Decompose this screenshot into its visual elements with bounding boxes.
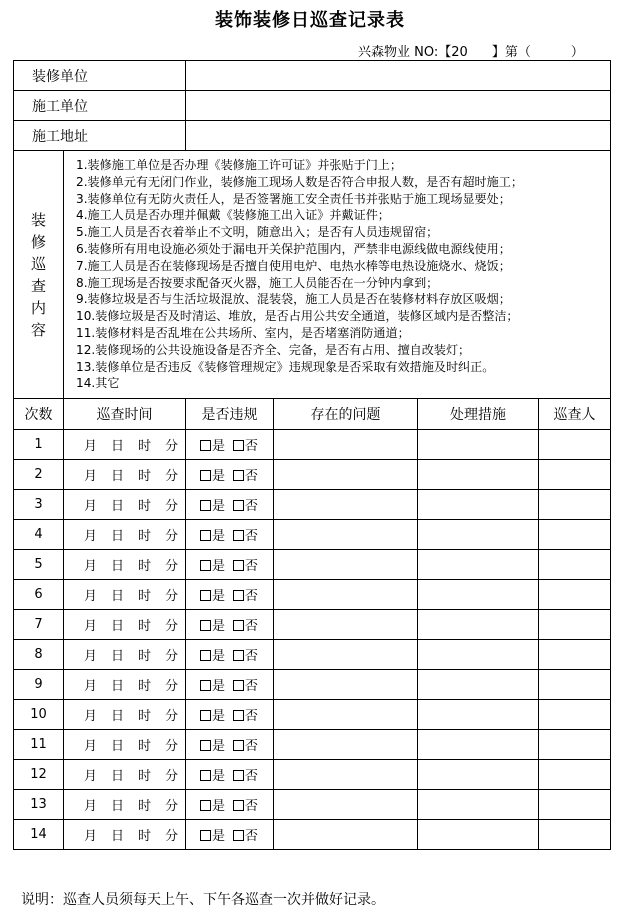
record-row [14, 700, 611, 730]
problem-field[interactable] [274, 700, 418, 730]
inspector-field[interactable] [539, 730, 611, 760]
record-row [14, 490, 611, 520]
time-unit-label: 时 [138, 739, 152, 755]
no-checkbox[interactable] [233, 530, 244, 541]
header-measures: 处理措施 [418, 399, 539, 430]
inspector-field[interactable] [539, 490, 611, 520]
measure-field[interactable] [418, 520, 539, 550]
measure-field[interactable] [418, 430, 539, 460]
violation-choice [186, 460, 274, 490]
yes-checkbox[interactable] [200, 770, 211, 781]
problem-field[interactable] [274, 520, 418, 550]
yes-checkbox[interactable] [200, 740, 211, 751]
time-unit-label: 分 [165, 649, 179, 665]
time-unit-label: 日 [111, 499, 125, 515]
record-row [14, 730, 611, 760]
no-label: 否 [245, 589, 259, 605]
no-label: 否 [245, 529, 259, 545]
measure-field[interactable] [418, 610, 539, 640]
content-item: 4.施工人员是否办理并佩戴《装修施工出入证》并戴证件； [76, 208, 390, 223]
content-item: 11.装修材料是否乱堆在公共场所、室内，是否堵塞消防通道； [76, 325, 410, 340]
row-number: 4 [14, 520, 64, 550]
yes-label: 是 [212, 559, 226, 575]
time-unit-label: 分 [165, 529, 179, 545]
time-unit-label: 日 [111, 529, 125, 545]
time-unit-label: 分 [165, 499, 179, 515]
yes-label: 是 [212, 439, 226, 455]
inspector-field[interactable] [539, 460, 611, 490]
yes-checkbox[interactable] [200, 680, 211, 691]
time-unit-label: 日 [111, 769, 125, 785]
content-item: 8.施工现场是否按要求配备灭火器，施工人员能否在一分钟内拿到； [76, 275, 439, 290]
no-checkbox[interactable] [233, 440, 244, 451]
inspector-field[interactable] [539, 550, 611, 580]
record-row [14, 760, 611, 790]
problem-field[interactable] [274, 820, 418, 850]
measure-field[interactable] [418, 790, 539, 820]
info-value-field[interactable] [186, 61, 611, 91]
content-item: 2.装修单元有无闭门作业，装修施工现场人数是否符合申报人数，是否有超时施工； [76, 174, 523, 189]
time-unit-label: 月 [84, 499, 98, 515]
header-violation: 是否违规 [186, 399, 274, 430]
row-number: 10 [14, 700, 64, 730]
inspection-time-field[interactable] [64, 580, 186, 610]
row-number: 11 [14, 730, 64, 760]
label-char: 内 [30, 298, 46, 317]
yes-checkbox[interactable] [200, 500, 211, 511]
time-unit-label: 分 [165, 439, 179, 455]
no-checkbox[interactable] [233, 650, 244, 661]
yes-label: 是 [212, 529, 226, 545]
inspector-field[interactable] [539, 790, 611, 820]
record-row [14, 520, 611, 550]
violation-choice [186, 670, 274, 700]
time-unit-label: 分 [165, 559, 179, 575]
measure-field[interactable] [418, 730, 539, 760]
time-unit-label: 月 [84, 559, 98, 575]
yes-label: 是 [212, 709, 226, 725]
info-value-field[interactable] [186, 91, 611, 121]
inspection-time-field[interactable] [64, 670, 186, 700]
yes-label: 是 [212, 829, 226, 845]
inspection-time-field[interactable] [64, 550, 186, 580]
no-checkbox[interactable] [233, 800, 244, 811]
content-item: 10.装修垃圾是否及时清运、堆放，是否占用公共安全通道，装修区域内是否整洁； [76, 309, 519, 324]
label-char: 巡 [30, 254, 46, 273]
record-row [14, 460, 611, 490]
yes-checkbox[interactable] [200, 560, 211, 571]
inspection-time-field[interactable] [64, 790, 186, 820]
no-label: 否 [245, 799, 259, 815]
time-unit-label: 月 [84, 739, 98, 755]
content-item: 5.施工人员是否衣着举止不文明，随意出入；是否有人员违规留宿； [76, 225, 439, 240]
time-unit-label: 分 [165, 619, 179, 635]
header-count: 次数 [14, 399, 64, 430]
row-number: 2 [14, 460, 64, 490]
info-row-construction-unit [14, 91, 611, 121]
yes-checkbox[interactable] [200, 590, 211, 601]
form-no-paren-close: ） [570, 45, 584, 60]
yes-checkbox[interactable] [200, 800, 211, 811]
time-unit-label: 时 [138, 649, 152, 665]
time-unit-label: 日 [111, 799, 125, 815]
content-item: 9.装修垃圾是否与生活垃圾混放、混装袋，施工人员是否在装修材料存放区吸烟； [76, 292, 511, 307]
yes-label: 是 [212, 679, 226, 695]
yes-checkbox[interactable] [200, 470, 211, 481]
no-checkbox[interactable] [233, 710, 244, 721]
time-unit-label: 日 [111, 619, 125, 635]
violation-choice [186, 490, 274, 520]
yes-label: 是 [212, 649, 226, 665]
form-no-label: NO:【20 [414, 45, 468, 60]
time-unit-label: 月 [84, 619, 98, 635]
time-unit-label: 月 [84, 439, 98, 455]
yes-label: 是 [212, 619, 226, 635]
time-unit-label: 分 [165, 679, 179, 695]
record-row [14, 610, 611, 640]
inspection-time-field[interactable] [64, 730, 186, 760]
problem-field[interactable] [274, 460, 418, 490]
inspection-time-field[interactable] [64, 820, 186, 850]
inspection-time-field[interactable] [64, 520, 186, 550]
company-name: 兴森物业 [358, 45, 411, 60]
content-item: 3.装修单位有无防火责任人，是否签署施工安全责任书并张贴于施工现场显要处； [76, 191, 511, 206]
time-unit-label: 日 [111, 559, 125, 575]
time-unit-label: 时 [138, 529, 152, 545]
record-row [14, 640, 611, 670]
row-number: 13 [14, 790, 64, 820]
inspector-field[interactable] [539, 580, 611, 610]
form-number-line [358, 41, 584, 60]
measure-field[interactable] [418, 460, 539, 490]
no-label: 否 [245, 649, 259, 665]
no-label: 否 [245, 679, 259, 695]
time-unit-label: 日 [111, 829, 125, 845]
inspection-time-field[interactable] [64, 490, 186, 520]
info-value-field[interactable] [186, 121, 611, 151]
time-unit-label: 月 [84, 529, 98, 545]
time-unit-label: 时 [138, 499, 152, 515]
no-checkbox[interactable] [233, 620, 244, 631]
form-note: 说明：巡查人员须每天上午、下午各巡查一次并做好记录。 [21, 892, 385, 908]
no-checkbox[interactable] [233, 470, 244, 481]
problem-field[interactable] [274, 730, 418, 760]
yes-label: 是 [212, 739, 226, 755]
inspector-field[interactable] [539, 640, 611, 670]
inspector-field[interactable] [539, 760, 611, 790]
row-number: 12 [14, 760, 64, 790]
problem-field[interactable] [274, 610, 418, 640]
inspector-field[interactable] [539, 700, 611, 730]
inspection-time-field[interactable] [64, 460, 186, 490]
problem-field[interactable] [274, 790, 418, 820]
measure-field[interactable] [418, 760, 539, 790]
record-row [14, 670, 611, 700]
time-unit-label: 月 [84, 469, 98, 485]
measure-field[interactable] [418, 490, 539, 520]
content-item: 12.装修现场的公共设施设备是否齐全、完备，是否有占用、擅自改装灯； [76, 342, 471, 357]
no-checkbox[interactable] [233, 500, 244, 511]
time-unit-label: 时 [138, 589, 152, 605]
time-unit-label: 时 [138, 439, 152, 455]
inspection-content-list [64, 151, 611, 399]
row-number: 9 [14, 670, 64, 700]
form-title: 装饰装修日巡查记录表 [215, 10, 405, 31]
time-unit-label: 日 [111, 679, 125, 695]
no-checkbox[interactable] [233, 560, 244, 571]
problem-field[interactable] [274, 640, 418, 670]
inspection-time-field[interactable] [64, 610, 186, 640]
row-number: 7 [14, 610, 64, 640]
yes-checkbox[interactable] [200, 440, 211, 451]
yes-label: 是 [212, 799, 226, 815]
yes-label: 是 [212, 469, 226, 485]
inspection-content-row [14, 151, 611, 399]
no-label: 否 [245, 709, 259, 725]
content-item: 13.装修单位是否违反《装修管理规定》违规现象是否采取有效措施及时纠正。 [76, 359, 495, 374]
record-row [14, 820, 611, 850]
problem-field[interactable] [274, 670, 418, 700]
no-checkbox[interactable] [233, 740, 244, 751]
label-char: 修 [30, 232, 46, 251]
time-unit-label: 分 [165, 829, 179, 845]
inspector-field[interactable] [539, 670, 611, 700]
violation-choice [186, 760, 274, 790]
time-unit-label: 月 [84, 769, 98, 785]
yes-checkbox[interactable] [200, 620, 211, 631]
content-item: 7.施工人员是否在装修现场是否擅自使用电炉、电热水棒等电热设施烧水、烧饭； [76, 258, 511, 273]
no-checkbox[interactable] [233, 770, 244, 781]
time-unit-label: 分 [165, 739, 179, 755]
no-checkbox[interactable] [233, 830, 244, 841]
time-unit-label: 日 [111, 649, 125, 665]
time-unit-label: 时 [138, 469, 152, 485]
time-unit-label: 月 [84, 589, 98, 605]
violation-choice [186, 550, 274, 580]
row-number: 5 [14, 550, 64, 580]
problem-field[interactable] [274, 490, 418, 520]
violation-choice [186, 580, 274, 610]
record-table-header [14, 399, 611, 430]
time-unit-label: 日 [111, 439, 125, 455]
time-unit-label: 时 [138, 829, 152, 845]
measure-field[interactable] [418, 820, 539, 850]
info-label: 施工地址 [14, 121, 186, 151]
record-row [14, 550, 611, 580]
problem-field[interactable] [274, 580, 418, 610]
inspection-form-table [13, 60, 611, 850]
measure-field[interactable] [418, 640, 539, 670]
no-label: 否 [245, 559, 259, 575]
time-unit-label: 分 [165, 799, 179, 815]
record-row [14, 580, 611, 610]
info-label: 装修单位 [14, 61, 186, 91]
time-unit-label: 月 [84, 799, 98, 815]
yes-checkbox[interactable] [200, 650, 211, 661]
no-label: 否 [245, 439, 259, 455]
time-unit-label: 分 [165, 469, 179, 485]
inspector-field[interactable] [539, 430, 611, 460]
time-unit-label: 日 [111, 739, 125, 755]
time-unit-label: 月 [84, 679, 98, 695]
info-row-decoration-unit [14, 61, 611, 91]
no-checkbox[interactable] [233, 590, 244, 601]
time-unit-label: 月 [84, 829, 98, 845]
row-number: 8 [14, 640, 64, 670]
problem-field[interactable] [274, 760, 418, 790]
row-number: 1 [14, 430, 64, 460]
no-label: 否 [245, 499, 259, 515]
header-inspector: 巡查人 [539, 399, 611, 430]
no-label: 否 [245, 469, 259, 485]
yes-label: 是 [212, 499, 226, 515]
content-item: 14.其它 [76, 376, 120, 391]
content-item: 1.装修施工单位是否办理《装修施工许可证》并张贴于门上； [76, 158, 402, 172]
no-label: 否 [245, 619, 259, 635]
header-problems: 存在的问题 [274, 399, 418, 430]
violation-choice [186, 610, 274, 640]
problem-field[interactable] [274, 550, 418, 580]
time-unit-label: 月 [84, 649, 98, 665]
violation-choice [186, 820, 274, 850]
row-number: 3 [14, 490, 64, 520]
yes-checkbox[interactable] [200, 710, 211, 721]
row-number: 14 [14, 820, 64, 850]
measure-field[interactable] [418, 700, 539, 730]
record-row [14, 790, 611, 820]
header-inspection-time: 巡查时间 [64, 399, 186, 430]
no-label: 否 [245, 829, 259, 845]
row-number: 6 [14, 580, 64, 610]
time-unit-label: 时 [138, 709, 152, 725]
time-unit-label: 日 [111, 589, 125, 605]
form-no-bracket-close: 】第（ [491, 45, 531, 60]
label-char: 查 [30, 276, 46, 295]
measure-field[interactable] [418, 550, 539, 580]
no-checkbox[interactable] [233, 680, 244, 691]
record-row [14, 430, 611, 460]
inspection-time-field[interactable] [64, 700, 186, 730]
no-label: 否 [245, 769, 259, 785]
label-char: 容 [30, 320, 46, 339]
info-row-construction-address [14, 121, 611, 151]
measure-field[interactable] [418, 580, 539, 610]
info-label: 施工单位 [14, 91, 186, 121]
measure-field[interactable] [418, 670, 539, 700]
content-item: 6.装修所有用电设施必须处于漏电开关保护范围内，严禁非电源线做电源线使用； [76, 241, 511, 256]
violation-choice [186, 730, 274, 760]
inspection-content-label [14, 151, 64, 399]
label-char: 装 [30, 210, 46, 229]
yes-checkbox[interactable] [200, 530, 211, 541]
time-unit-label: 时 [138, 559, 152, 575]
time-unit-label: 时 [138, 799, 152, 815]
problem-field[interactable] [274, 430, 418, 460]
time-unit-label: 日 [111, 469, 125, 485]
inspection-time-field[interactable] [64, 430, 186, 460]
yes-label: 是 [212, 769, 226, 785]
violation-choice [186, 520, 274, 550]
time-unit-label: 时 [138, 769, 152, 785]
time-unit-label: 日 [111, 709, 125, 725]
violation-choice [186, 700, 274, 730]
no-label: 否 [245, 739, 259, 755]
inspection-time-field[interactable] [64, 640, 186, 670]
time-unit-label: 分 [165, 769, 179, 785]
yes-label: 是 [212, 589, 226, 605]
inspector-field[interactable] [539, 610, 611, 640]
violation-choice [186, 640, 274, 670]
time-unit-label: 时 [138, 619, 152, 635]
time-unit-label: 分 [165, 589, 179, 605]
violation-choice [186, 430, 274, 460]
yes-checkbox[interactable] [200, 830, 211, 841]
time-unit-label: 分 [165, 709, 179, 725]
inspection-time-field[interactable] [64, 760, 186, 790]
inspector-field[interactable] [539, 520, 611, 550]
time-unit-label: 时 [138, 679, 152, 695]
inspector-field[interactable] [539, 820, 611, 850]
violation-choice [186, 790, 274, 820]
time-unit-label: 月 [84, 709, 98, 725]
